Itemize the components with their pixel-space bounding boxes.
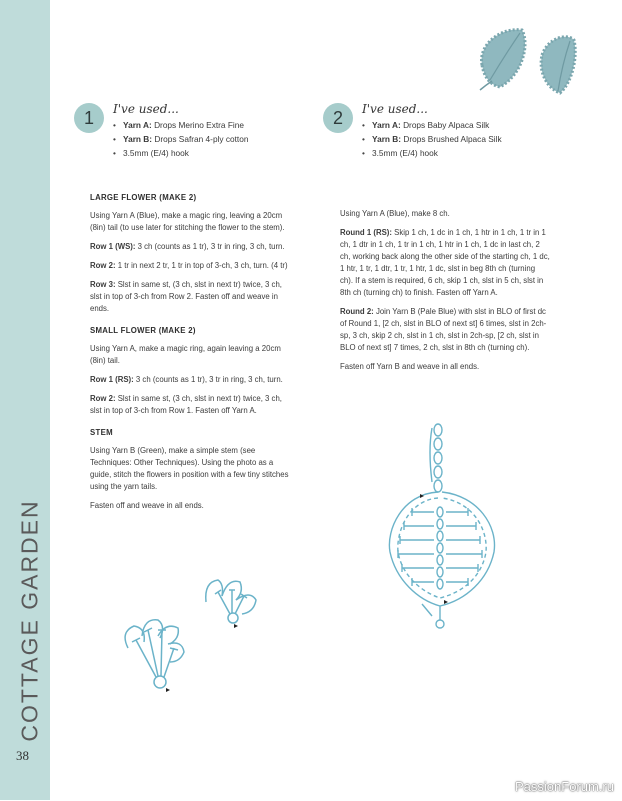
materials-item: • Yarn B: Drops Brushed Alpaca Silk: [362, 132, 562, 146]
pattern-row: Row 1 (RS): 3 ch (counts as 1 tr), 3 tr in ring, 3 ch, turn.: [90, 375, 283, 384]
pattern-row: Row 1 (WS): 3 ch (counts as 1 tr), 3 tr in ring, 3 ch, turn.: [90, 242, 285, 251]
materials-item: • 3.5mm (E/4) hook: [362, 146, 562, 160]
pattern-column-right: [340, 208, 550, 380]
materials-list-2: [362, 102, 562, 160]
leaf-center-chain: [437, 507, 443, 589]
section-heading: LARGE FLOWER (MAKE 2): [90, 193, 197, 202]
small-flower-chart: [206, 580, 256, 623]
paragraph: Fasten off and weave in all ends.: [90, 501, 204, 510]
arrow-markers: [166, 624, 238, 692]
materials-item: • Yarn A: Drops Baby Alpaca Silk: [362, 118, 562, 132]
pattern-number-badge-1: 1: [74, 103, 104, 133]
paragraph: Using Yarn A, make a magic ring, again leaving a 20cm (8in) tail.: [90, 344, 281, 365]
watermark: PassionForum.ru: [515, 779, 614, 794]
leaf-crochet-chart: [382, 420, 512, 635]
pattern-row: Round 2: Join Yarn B (Pale Blue) with slst in BLO of first dc of Round 1, [2 ch, slst in BLO of next st] 6 times, slst in 2ch-sp, 3 ch, skip 2 ch, slst in 1 ch, slst in 2ch-sp, [2 ch, slst in BLO of next st] 7 times, 2 ch, slst in 8th ch (turning ch).: [340, 307, 547, 352]
leaf-photo-left: [480, 30, 525, 90]
paragraph: Fasten off Yarn B and weave in all ends.: [340, 362, 480, 371]
pattern-row: Row 2: Slst in same st, (3 ch, slst in next tr) twice, 3 ch, slst in top of 3-ch from Row 1. Fasten off Yarn A.: [90, 394, 282, 415]
paragraph: Using Yarn A (Blue), make a magic ring, leaving a 20cm (8in) tail (to use later for stitching the flower to the stem).: [90, 211, 285, 232]
materials-list-1: [113, 102, 313, 160]
pattern-number-badge-2: 2: [323, 103, 353, 133]
leaf-photo: [470, 15, 600, 105]
section-title: COTTAGE GARDEN: [16, 499, 43, 742]
paragraph: Using Yarn A (Blue), make 8 ch.: [340, 209, 450, 218]
leaf-stitches: [398, 508, 482, 628]
flower-crochet-chart: [118, 570, 278, 710]
pattern-row: Row 3: Slst in same st, (3 ch, slst in next tr) twice, 3 ch, slst in top of 3-ch from Row 2. Fasten off and weave in ends.: [90, 280, 282, 313]
section-heading: SMALL FLOWER (MAKE 2): [90, 326, 196, 335]
materials-heading: I've used...: [113, 102, 179, 116]
large-flower-chart: [125, 620, 184, 688]
materials-item: • Yarn A: Drops Merino Extra Fine: [113, 118, 313, 132]
leaf-photo-right: [541, 37, 575, 93]
paragraph: Using Yarn B (Green), make a simple stem (see Techniques: Other Techniques). Using the photo as a guide, stitch the flowers in position with a few tiny stitches using the yarn tails.: [90, 446, 289, 491]
materials-item: • Yarn B: Drops Safran 4-ply cotton: [113, 132, 313, 146]
pattern-row: Row 2: 1 tr in next 2 tr, 1 tr in top of 3-ch, 3 ch, turn. (4 tr): [90, 261, 288, 270]
materials-item: • 3.5mm (E/4) hook: [113, 146, 313, 160]
materials-heading: I've used...: [362, 102, 428, 116]
stem-chain: [430, 424, 442, 492]
pattern-column-left: [90, 192, 295, 519]
arrow-markers: [420, 494, 448, 604]
pattern-row: Round 1 (RS): Skip 1 ch, 1 dc in 1 ch, 1 htr in 1 ch, 1 tr in 1 ch, 1 dtr in 1 ch, 1 tr in 1 ch, 1 htr in 1 ch, 1 dc in last ch, 2 ch, working back along the other side of the starting ch, 1 dc, 1 htr, 1 tr, 1 dtr, 1 tr, 1 htr, 1 dc, slst in beg 8th ch (turning ch). If a stem is required, 6 ch, skip 1 ch, slst in 5 ch, slst in 8th ch (turning ch) to finish. Fasten off Yarn A.: [340, 228, 550, 297]
section-heading: STEM: [90, 428, 113, 437]
page-number: 38: [16, 748, 29, 763]
